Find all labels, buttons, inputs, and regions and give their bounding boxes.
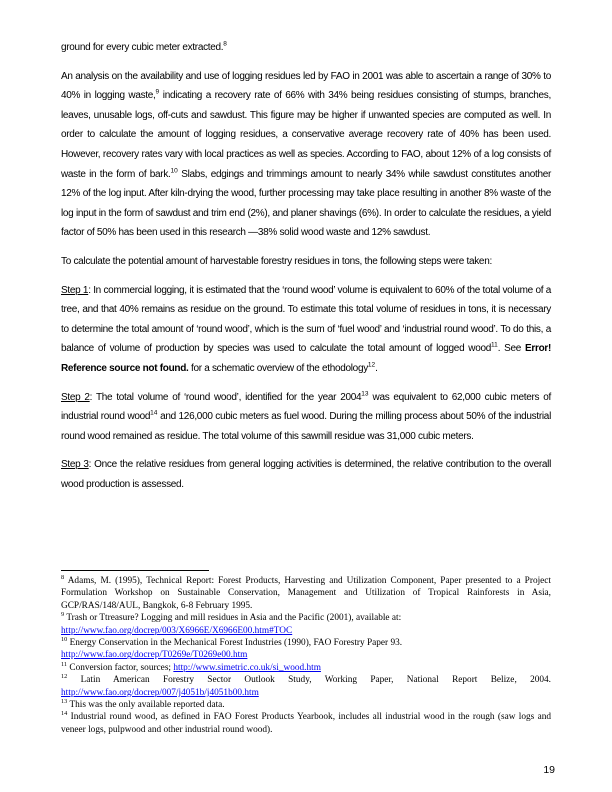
- footnote-9-marker: 9: [61, 611, 65, 619]
- footnote-ref-12: 12: [367, 361, 376, 369]
- paragraph-text: : The total volume of ‘round wood’, identified for the year 2004: [89, 391, 362, 403]
- paragraph-text: and 126,000 cubic meters as fuel wood. During the milling process about 50% of the industrial round wood remained as residue. The total volume of this sawmill residue was 31,000 cubic meters.: [61, 411, 551, 442]
- footnote-10-text: Energy Conservation in the Mechanical Forest Industries (1990), FAO Forestry Paper 93.: [69, 638, 403, 649]
- paragraph-step-2: [61, 388, 551, 447]
- footnote-11-link[interactable]: http://www.simetric.co.uk/si_wood.htm: [173, 662, 321, 673]
- footnote-ref-9: 9: [155, 88, 160, 96]
- footnote-9-link[interactable]: http://www.fao.org/docrep/003/X6966E/X6966E00.htm#TOC: [61, 625, 293, 636]
- footnote-12-marker: 12: [61, 673, 68, 681]
- paragraph-text: ground for every cubic meter extracted.: [61, 42, 224, 53]
- footnote-12-link[interactable]: http://www.fao.org/docrep/007/j4051b/j4051b00.htm: [61, 687, 259, 698]
- paragraph-steps-intro: [61, 252, 551, 272]
- footnote-11: [61, 662, 551, 674]
- footnote-10-link[interactable]: http://www.fao.org/docrep/T0269e/T0269e00.htm: [61, 650, 248, 661]
- footnote-ref-11: 11: [491, 341, 498, 349]
- footnote-11-text: Conversion factor, sources;: [69, 662, 172, 673]
- footnote-14: [61, 711, 551, 736]
- paragraph-step-3: [61, 455, 551, 494]
- paragraph-text: .: [375, 362, 378, 374]
- footnote-10: [61, 637, 551, 662]
- paragraph-text: Slabs, edgings and trimmings amount to nearly 34% while sawdust constitutes another 12% of the log input. After kiln-drying the wood, further processing may take place resulting in another 8% waste of the log input in the form of sawdust and trim end (2%), and planer shavings (6%). In order to calculate the residues, a yield factor of 50% has been used in this research —38% solid wood waste and 12% sawdust.: [61, 168, 551, 239]
- footnote-ref-14: 14: [150, 409, 158, 417]
- footnote-9: [61, 612, 551, 637]
- error-reference-text: Error! Reference source not found.: [61, 343, 552, 374]
- paragraph-step-1: [61, 281, 551, 379]
- step-2-label: Step 2: [61, 391, 90, 403]
- footnote-14-text: Industrial round wood, as defined in FAO Forest Products Yearbook, includes all industrial wood in the rough (saw logs and veneer logs, pulpwood and other industrial round wood).: [61, 712, 551, 735]
- footnote-separator: [61, 570, 209, 571]
- paragraph-text: was equivalent to 62,000 cubic meters of industrial round wood: [61, 391, 551, 423]
- page-number: 19: [543, 764, 555, 776]
- footnote-12: [61, 674, 551, 699]
- footnote-13: [61, 699, 551, 711]
- paragraph-text: An analysis on the availability and use of logging residues led by FAO in 2001 was able to ascertain a range of 30% to 40% in logging waste,: [61, 70, 551, 102]
- paragraph-text: for a schematic overview of the ethodology: [188, 362, 368, 374]
- step-3-label: Step 3: [61, 459, 89, 471]
- footnote-8: [61, 575, 551, 612]
- footnote-ref-8: 8: [223, 40, 227, 48]
- footnote-10-marker: 10: [61, 635, 68, 643]
- paragraph-intro: [61, 38, 551, 58]
- footnote-9-text: Trash or Ttreasure? Logging and mill residues in Asia and the Pacific (2001), available at:: [66, 613, 402, 624]
- footnote-13-text: This was the only available reported data.: [69, 700, 225, 711]
- paragraph-text: . See: [497, 343, 526, 355]
- footnote-ref-13: 13: [361, 390, 369, 398]
- footnote-11-marker: 11: [61, 660, 68, 668]
- footnote-area: [61, 570, 551, 736]
- paragraph-text: indicating a recovery rate of 66% with 34% being residues consisting of stumps, branches, leaves, unusable logs, off-cuts and sawdust. This figure may be higher if unwanted species are computed as well. In order to calculate the amount of logging residues, a conservative average recovery rate of 40% has been used. However, recovery rates vary with local practices as well as species. According to FAO, about 12% of a log consists of waste in the form of bark.: [61, 90, 551, 180]
- paragraph-analysis: [61, 67, 551, 243]
- footnote-13-marker: 13: [61, 697, 68, 705]
- step-1-label: Step 1: [61, 284, 89, 296]
- footnote-14-marker: 14: [61, 710, 68, 718]
- paragraph-text: : Once the relative residues from general logging activities is determined, the relative contribution to the overall wood production is assessed.: [61, 459, 551, 490]
- footnote-ref-10: 10: [170, 167, 178, 175]
- paragraph-text: To calculate the potential amount of harvestable forestry residues in tons, the following steps were taken:: [61, 255, 492, 267]
- paragraph-text: : In commercial logging, it is estimated that the ‘round wood’ volume is equivalent to 60% of the total volume of a tree, and that 40% remains as residue on the ground. To estimate this total volume of residues in tons, it is necessary to determine the total amount of ‘round wood’, which is the sum of ‘fuel wood’ and ‘industrial round wood’. To do this, a balance of volume of production by species was used to calculate the total amount of logged wood: [61, 284, 551, 355]
- footnote-12-text: Latin American Forestry Sector Outlook Study, Working Paper, National Report Belize, 2004.: [80, 675, 551, 686]
- footnote-8-marker: 8: [61, 573, 65, 581]
- footnote-8-text: Adams, M. (1995), Technical Report: Forest Products, Harvesting and Utilization Component, Paper presented to a Project Formulation Workshop on Sustainable Conservation, Management and Utilization of Tropical Rainforests in Asia, GCP/RAS/148/AUL, Bangkok, 6-8 February 1995.: [61, 576, 552, 611]
